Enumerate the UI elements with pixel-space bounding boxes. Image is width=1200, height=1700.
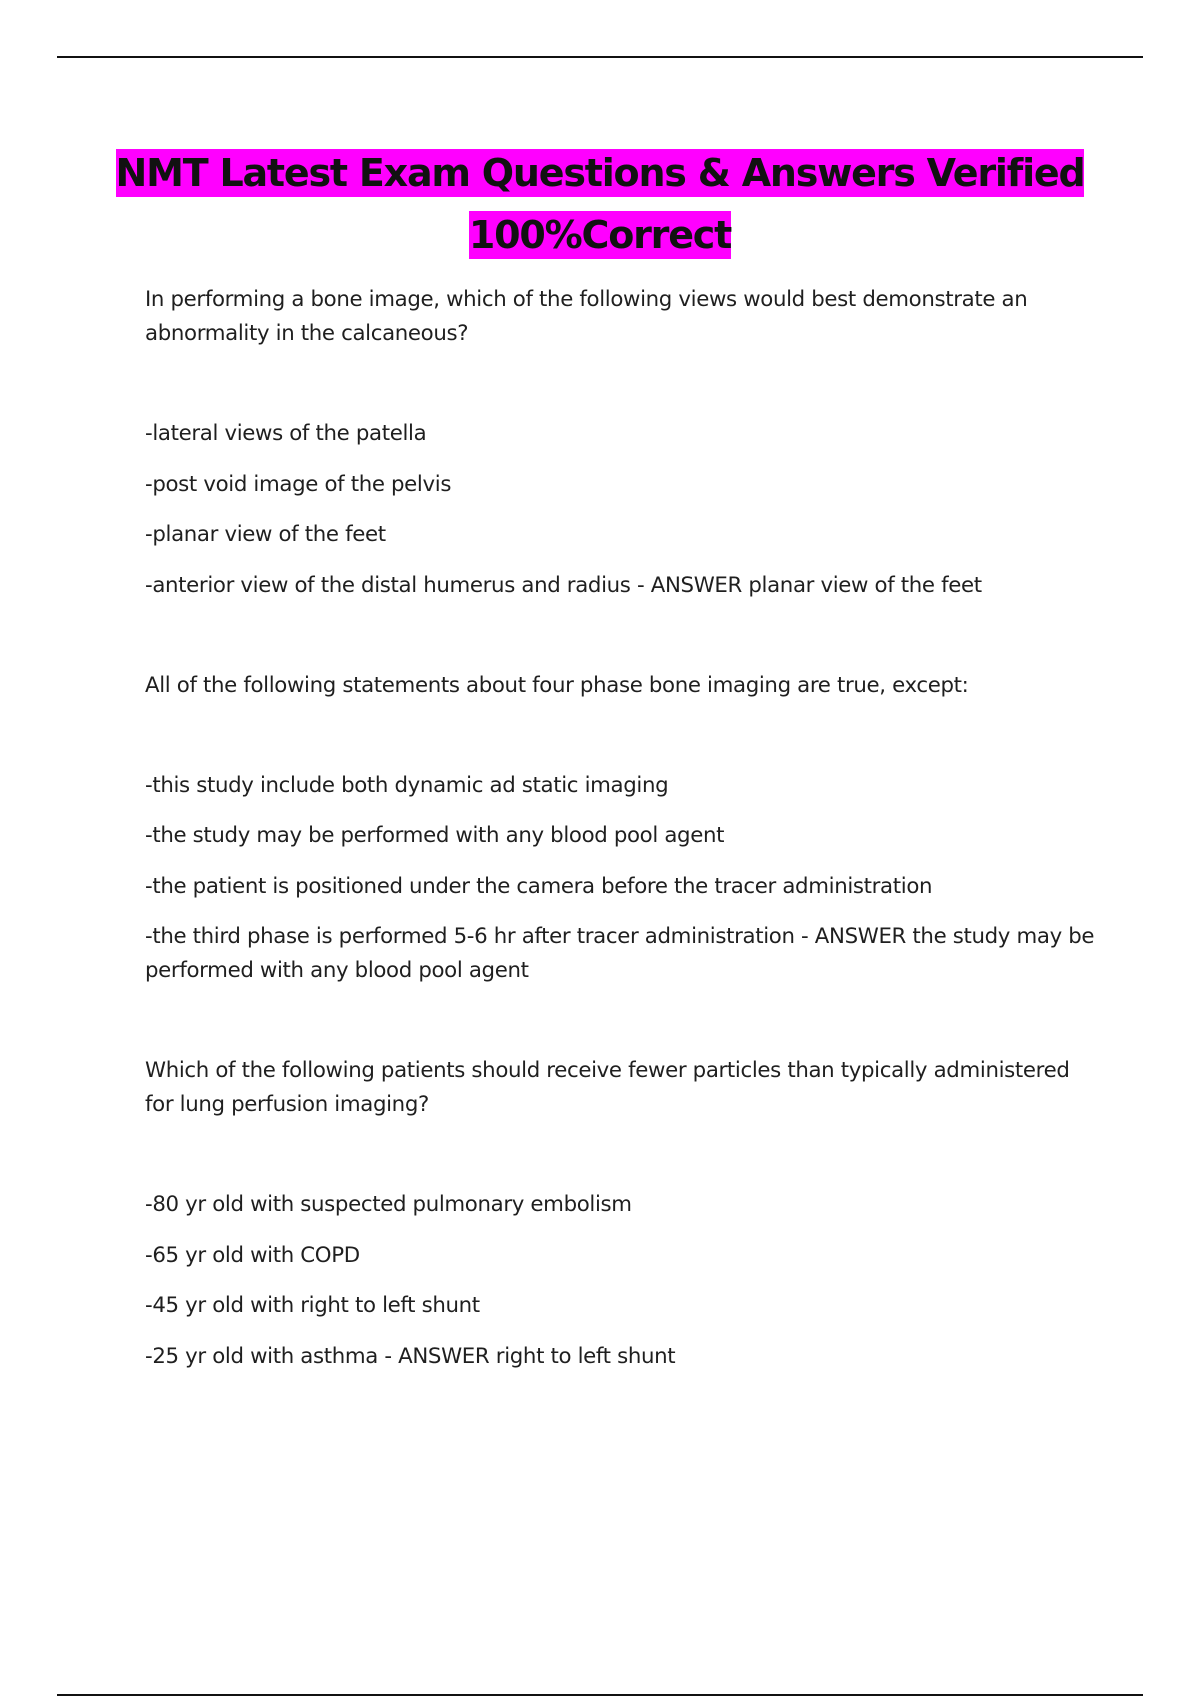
option-item: -this study include both dynamic ad static imaging: [145, 772, 669, 798]
question-text: Which of the following patients should receive fewer particles than typically administered for lung perfusion imaging?: [145, 1058, 1070, 1117]
option-item-answer: -the third phase is performed 5-6 hr after tracer administration - ANSWER the study may be performed with any blood pool agent: [145, 924, 1095, 983]
option-item: -65 yr old with COPD: [145, 1242, 360, 1268]
question-list: [145, 283, 1095, 1440]
question-text: In performing a bone image, which of the following views would best demonstrate an abnormality in the calcaneous?: [145, 287, 1028, 346]
document-title: [0, 142, 1200, 266]
question-block: [145, 283, 1095, 603]
question-block: [145, 1054, 1095, 1374]
option-list: [145, 769, 1095, 989]
option-item: -80 yr old with suspected pulmonary embolism: [145, 1192, 632, 1217]
title-line-1: NMT Latest Exam Questions & Answers Verified: [115, 151, 1085, 195]
top-rule: [57, 56, 1143, 58]
option-item: -the study may be performed with any blood pool agent: [145, 823, 725, 848]
option-item-answer: -anterior view of the distal humerus and radius - ANSWER planar view of the feet: [145, 572, 982, 598]
option-list: [145, 1188, 1095, 1374]
option-item-answer: -25 yr old with asthma - ANSWER right to left shunt: [145, 1343, 676, 1369]
option-item: -post void image of the pelvis: [145, 471, 452, 497]
title-line-2: 100%Correct: [468, 213, 732, 257]
option-list: [145, 417, 1095, 603]
bottom-rule: [57, 1694, 1143, 1696]
question-text: All of the following statements about four phase bone imaging are true, except:: [145, 672, 969, 698]
option-item: -lateral views of the patella: [145, 421, 427, 446]
option-item: -planar view of the feet: [145, 522, 386, 547]
question-block: [145, 669, 1095, 989]
option-item: -the patient is positioned under the camera before the tracer administration: [145, 873, 933, 899]
option-item: -45 yr old with right to left shunt: [145, 1293, 480, 1318]
